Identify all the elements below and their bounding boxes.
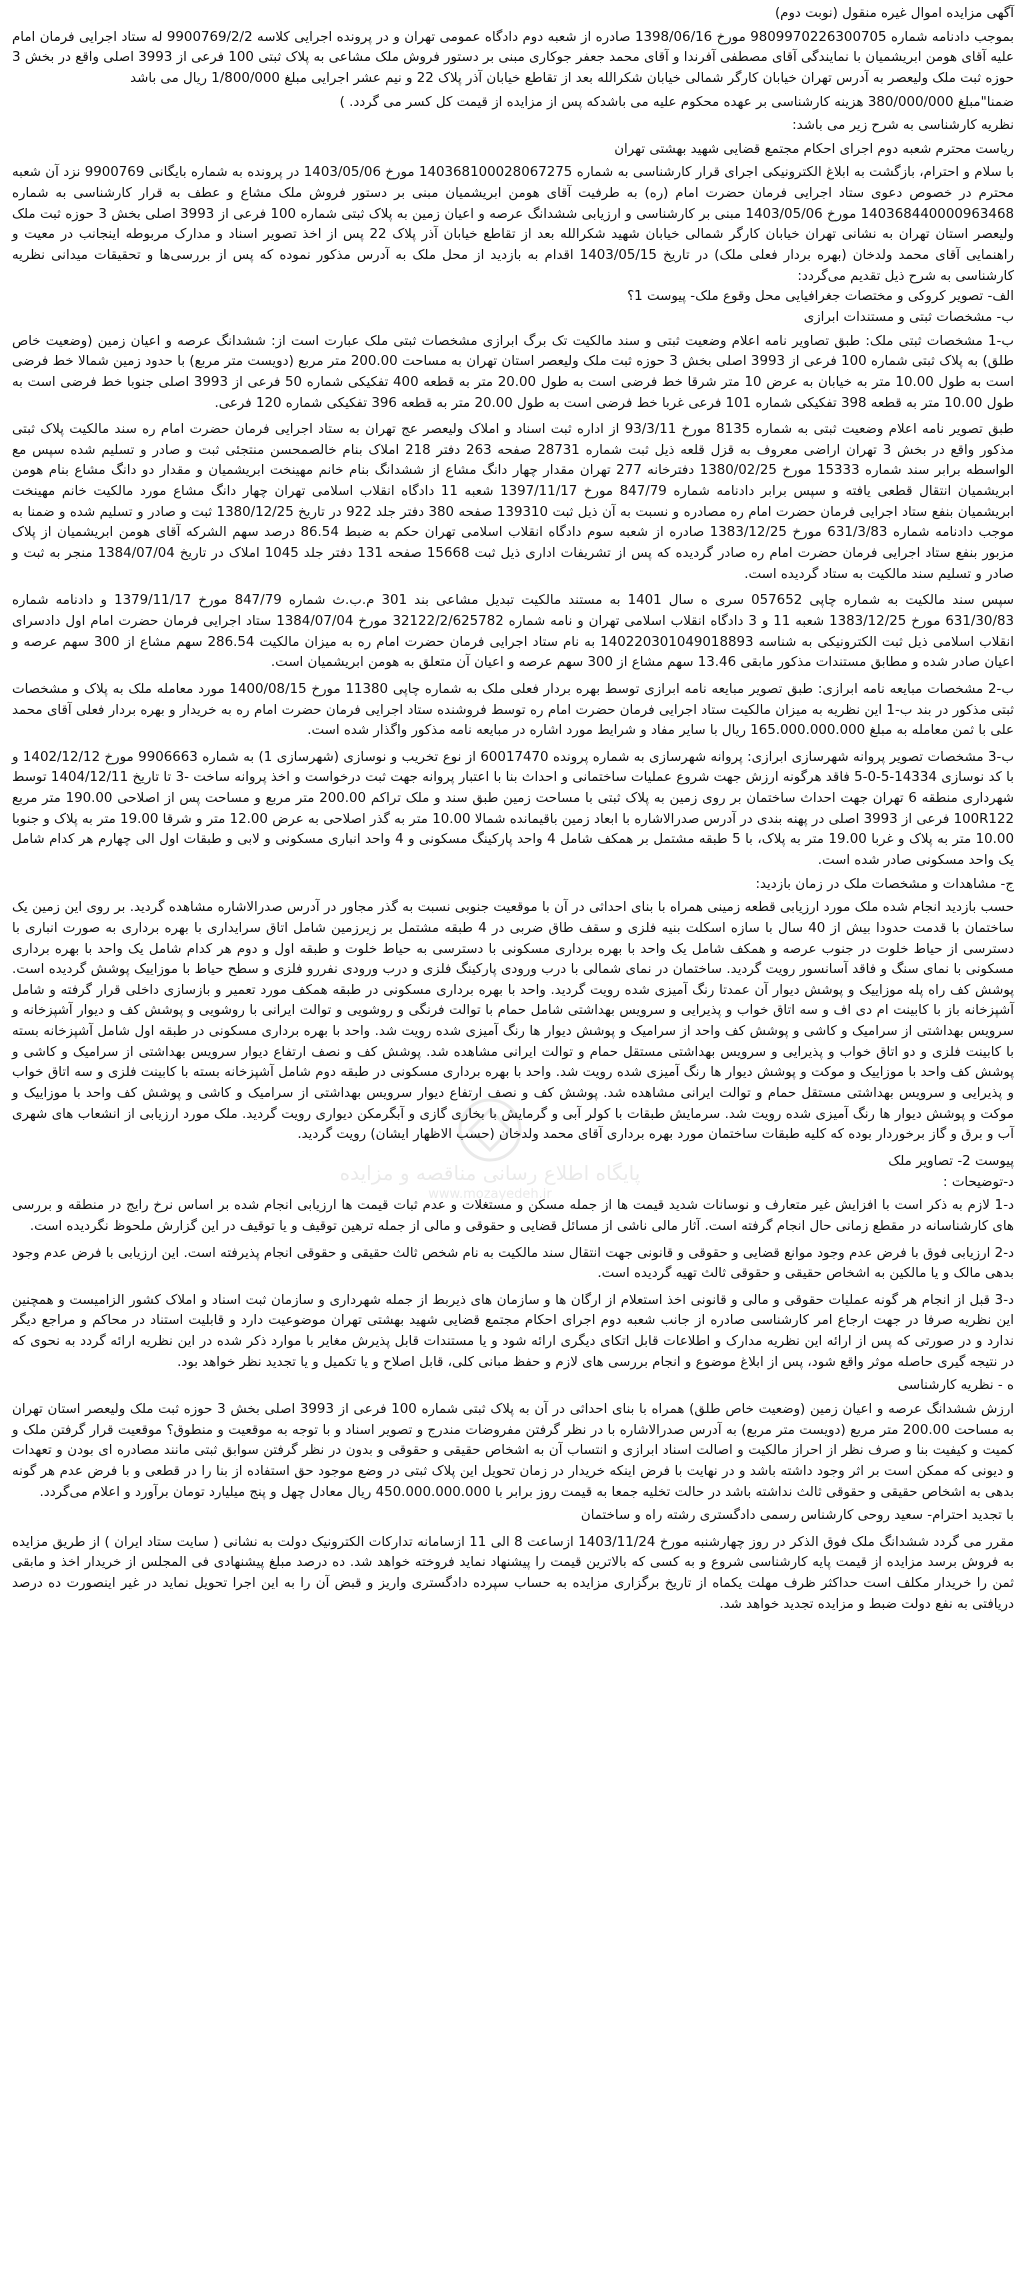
sale-agreement-paragraph: ب-2 مشخصات مبایعه نامه ابرازی: طبق تصویر مبایعه نامه ابرازی توسط بهره بردار فعلی ملک به شماره چاپی 11380 مورخ 1400/08/15 مورد معامله ملک به پلاک و مشخصات ثبتی مذکور در بند ب-1 این نظریه به میزان مالکیت ستاد اجرایی فرمان حضرت امام ره توسط فروشنده ستاد اجرایی فرمان حضرت امام ره به خریدار و بهره بردار فعلی آقای محمد علی با ثمن معامله به مبلغ 165.000.000.000 ریال با سایر مفاد و شرایط مورد اشاره در مبایعه نامه مذکور واگذار شده است. (12, 681, 1014, 739)
registration-details-paragraph: ب-1 مشخصات ثبتی ملک: طبق تصاویر نامه اعلام وضعیت ثبتی و سند مالکیت تک برگ ابرازی مشخصات ثبتی ملک عبارت است از: ششدانگ عرصه و اعیان زمین (وضعیت خاص طلق) به پلاک ثبتی شماره 100 فرعی از 3993 اصلی بخش 3 حوزه ثبت ملک ولیعصر استان تهران به مساحت 200.00 متر مربع (دویست متر مربع) با حدود زمین شمالا خط فرضی است به طول 10.00 متر به خیابان به عرض 10 متر شرقا خط فرضی است به طول 20.00 متر به قطعه 400 تفکیکی شماره 50 فرعی از 3993 اصلی جنوبا خط فرضی است به طول 10.00 متر به قطعه 398 تفکیکی شماره 101 فرعی غربا خط فرضی است به طول 20.00 متر به قطعه 396 تفکیکی شماره 120 فرعی. (12, 333, 1014, 411)
site-inspection-paragraph: حسب بازدید انجام شده ملک مورد ارزیابی قطعه زمینی همراه با بنای احداثی در آن با موقعیت جنوبی نسبت به گذر مجاور در آدرس صدرالاشاره مشاهده گردید. بر روی این زمین یک ساختمان با قدمت حدودا بیش از 40 سال با سازه اسکلت بنیه فلزی و سقف طاق ضربی در 4 طبقه مشتمل بر زیرزمین شامل اتاق سرایداری با بهره برداری به صورت انباری با دسترسی از حیاط خلوت در جنوب عرصه و همکف شامل یک واحد با بهره برداری مسکونی با دسترسی به حیاط خلوت و طبقه اول و دوم هر کدام شامل یک واحد با بهره برداری مسکونی با نمای سنگ و فاقد آسانسور رویت گردید. ساختمان در نمای شمالی با درب ورودی پارکینگ فلزی و درب ورودی نفررو فلزی و سطح حیاط با موزاییک پوشش گردیده است. پوشش کف راه پله موزاییک و پوشش دیوار آن عمدتا رنگ آمیزی شده رویت گردید. واحد با بهره برداری مسکونی در طبقه همکف مورد تعمیر و بازسازی داخلی قرار گرفته و شامل آشپزخانه باز با کابینت ام دی اف و سه اتاق خواب و پذیرایی و سرویس بهداشتی شامل حمام با توالت فرنگی و روشویی و توالت ایرانی با روشویی و پوشش کف و دیوار آشپزخانه و سرویس بهداشتی از سرامیک و کاشی و پوشش کف واحد از سرامیک و پوشش دیوار ها رنگ آمیزی شده رویت شد. واحد با بهره برداری مسکونی در طبقه اول شامل آشپزخانه بسته با کابینت فلزی و دو اتاق خواب و پذیرایی و سرویس بهداشتی مستقل حمام و توالت ایرانی مشاهده شد. پوشش کف و نصف ارتفاع دیوار سرویس بهداشتی از سرامیک و کاشی و پوشش کف واحد با موزاییک و موکت و پوشش دیوار ها رنگ آمیزی شده رویت شد. واحد با بهره برداری مسکونی در طبقه دوم شامل آشپزخانه بسته با کابینت فلزی و سه اتاق خواب و پذیرایی و سرویس بهداشتی مستقل حمام و توالت ایرانی مشاهده شد. پوشش کف و نصف ارتفاع دیوار سرویس بهداشتی از سرامیک و کاشی و پوشش کف واحد با موزاییک و موکت و پوشش دیوار ها رنگ آمیزی شده رویت شد. سرمایش طبقات با کولر آبی و گرمایش با بخاری گازی و آبگرمکن دیواری رویت گردید. ملک مورد ارزیابی از انشعاب های شهری آب و برق و گاز برخوردار بوده که کلیه طبقات ساختمان مورد بهره برداری آقای محمد ولدخان (حسب الاظهار ایشان) رویت گردید. (12, 900, 1014, 1143)
section-alef-heading: الف- تصویر کروکی و مختصات جغرافیایی محل وقوع ملک- پیوست 1؟ (627, 289, 1014, 305)
notice-title: آگهی مزایده اموال غیره منقول (نوبت دوم) (774, 6, 1014, 21)
salutation-body: با سلام و احترام، بازگشت به ابلاغ الکترونیکی اجرای قرار کارشناسی به شماره 140368100028067275 مورخ 1403/05/06 در پرونده به شماره بایگانی 9900769 نزد آن شعبه محترم در خصوص دعوی ستاد اجرایی فرمان حضرت امام (ره) به طرفیت آقای هومن ابریشمیان مبنی بر دستور فروش ملک مشاع و عطف به قرار کارشناسی به شماره 140368440000963468 مورخ 1403/05/06 مبنی بر کارشناسی و ارزیابی ششدانگ عرصه و اعیان زمین به پلاک ثبتی شماره 100 فرعی از 3993 اصلی بخش 3 حوزه ثبت ملک ولیعصر استان تهران به نشانی تهران خیابان کارگر شمالی خیابان شهید شکرالله بعد از تقاطع خیابان آذر پلاک 22 پس از اخذ تصویر اسناد و مدارک مربوطه اینجانب در معیت و راهنمایی آقای محمد ولدخان (بهره بردار فعلی ملک) در تاریخ 1403/05/15 اقدام به بازدید از محل ملک به آدرس مذکور نموده که پس از بررسی‌ها و تحقیقات میدانی نظریه کارشناسی به شرح ذیل تقدیم می‌گردد: (12, 165, 1014, 284)
notice-intro: بموجب دادنامه شماره 9809970226300705 مورخ 1398/06/16 صادره از شعبه دوم دادگاه عمومی تهران و در پرونده اجرایی کلاسه 9900769/2/2 له ستاد اجرایی فرمان امام علیه آقای هومن ابریشمیان با نمایندگی آقای مصطفی آفرندا و آقای محمد جعفر جوکاری مبنی بر دستور فروش ملک مشاعی به پلاک ثبتی 100 فرعی از 3993 اصلی واقع در بخش 3 حوزه ثبت ملک ولیعصر به آدرس تهران خیابان کارگر شمالی خیابان شکرالله بعد از تقاطع خیابان آذر پلاک 22 و نیم عشر اجرایی مبلغ 1/800/000 ریال می باشد (12, 29, 1014, 86)
ownership-history-paragraph: طبق تصویر نامه اعلام وضعیت ثبتی به شماره 8135 مورخ 93/3/11 از اداره ثبت اسناد و املاک ولیعصر عج تهران به ستاد اجرایی فرمان حضرت امام ره سند مالکیت پلاک ثبتی مذکور واقع در بخش 3 تهران اراضی معروف به قزل قلعه ذیل ثبت شماره 28731 صفحه 263 دفتر 218 املاک بنام خالصمحسن منتجئی ثبت و صادر و تسلیم شده سپس مع الواسطه برابر سند شماره 15333 مورخ 1380/02/25 دفترخانه 277 تهران مقدار چهار دانگ مشاع از ششدانگ بنام خانم مهینخت ابریشمیان و مقدار دو دانگ مشاع بنام هومن ابریشمیان انتقال قطعی یافته و سپس برابر دادنامه شماره 847/79 مورخ 1397/11/17 شعبه 11 دادگاه انقلاب اسلامی تهران چهار دانگ مشاع مورد مالکیت خانم مهینخت ابریشمیان بنفع ستاد اجرایی فرمان حضرت امام ره مصادره و نسبت به آن ذیل ثبت 139310 صفحه 380 دفتر جلد 922 در تاریخ 1380/12/25 ثبت و صادر و تسلیم شده و ضمنا به موجب دادنامه شماره 631/3/83 مورخ 1383/12/25 صادره از شعبه سوم دادگاه انقلاب اسلامی تهران حکم به ضبط 86.54 درصد سهم الشرکه آقای هومن ابریشمیان از پلاک مزبور بنفع ستاد اجرایی فرمان حضرت امام ره صادر گردیده که پس از تشریفات اداری ذیل ثبت 15668 صفحه 131 دفتر جلد 1045 املاک در تاریخ 1384/07/04 منجر به ثبت و صادر و تسلیم سند مالکیت به ستاد گردیده است. (12, 422, 1015, 582)
expert-opinion-heading: نظریه کارشناسی به شرح زیر می باشد: (792, 118, 1014, 134)
explanation-1: د-1 لازم به ذکر است با افزایش غیر متعارف و نوسانات شدید قیمت ها از جمله مسکن و مستغلات و عدم ثبات قیمت ها ارزیابی انجام شده بر اساس نرخ رایج در منطقه و بررسی های کارشناسانه در مقطع زمانی حال انجام گرفته است. آثار مالی ناشی از مسائل قضایی و حقوقی و مالی از جمله ترهین توقیف و یا توقیف در این گزارش ملحوظ نگردیده است. (12, 1198, 1014, 1234)
attachment-photos-line: پیوست 2- تصاویر ملک (888, 1153, 1014, 1169)
section-jim-heading: ج- مشاهدات و مشخصات ملک در زمان بازدید: (755, 876, 1014, 892)
closing-signature: با تجدید احترام- سعید روحی کارشناس رسمی دادگستری رشته راه و ساختمان (580, 1508, 1014, 1524)
valuation-paragraph: ارزش ششدانگ عرصه و اعیان زمین (وضعیت خاص طلق) همراه با بنای احداثی در آن به پلاک ثبتی شماره 100 فرعی از 3993 اصلی بخش 3 حوزه ثبت ملک ولیعصر استان تهران به مساحت 200.00 متر مربع (دویست متر مربع) به آدرس صدرالاشاره با در نظر گرفتن مفروضات مندرج و تصویر اسناد و با توجه به موقعیت و منطوق؟ موقعیت قرار گرفتن ملک و کمیت و کیفیت بنا و صرف نظر از احراز مالکیت و اصالت اسناد ابرازی و انتساب آن به اشخاص حقیقی و حقوقی و بدون در نظر گرفتن سوابق ثبتی مانند مصادره ای بودن و تعهدات و دیونی که ممکن است بر اثر وجود داشته باشد و در نهایت با فرض اینکه خریدار در زمان تحویل این پلاک ثبتی در وضع موجود حق استفاده از بنا را در قطعی و با فرض عدم هر گونه بدهی به اشخاص حقیقی و حقوقی ثالث نداشته باشد در حالت تخلیه جمعا به قیمت روز برابر با 450.000.000.000 ریال معادل چهل و پنج میلیارد تومان برآورد و اعلام می‌گردد. (12, 1402, 1015, 1500)
expert-fee-note: ضمنا"مبلغ 380/000/000 هزینه کارشناسی بر عهده محکوم علیه می باشدکه پس از مزایده از قیمت کل کسر می گردد. ) (339, 94, 1014, 110)
section-dal-heading: د-توضیحات : (943, 1174, 1014, 1190)
addressee-line: ریاست محترم شعبه دوم اجرای احکام مجتمع قضایی شهید بهشتی تهران (614, 141, 1014, 157)
building-permit-paragraph: ب-3 مشخصات تصویر پروانه شهرسازی ابرازی: پروانه شهرسازی به شماره پرونده 60017470 از نوع تخریب و نوسازی (شهرسازی 1) به شماره 9906663 مورخ 1402/12/12 و با کد نوسازی 14334-5-0-5 فاقد هرگونه ارزش جهت شروع عملیات ساختمانی و احداث بنا با اعتبار پروانه جهت ثبت درخواست و اخذ پروانه ساخت -3 تا تاریخ 1404/12/11 توسط شهرداری منطقه 6 تهران جهت احداث ساختمان بر روی زمین به پلاک ثبتی با مساحت زمین طبق سند و ملک تراکم 200.00 متر مربع و مساحت پس از اصلاحی 190.00 متر مربع 100R122 فرعی از 3993 اصلی در پهنه بندی در آدرس صدرالاشاره با ابعاد زمین باقیمانده شمالا 10.00 متر به گذر اصلاحی به عرض 12.00 متر و شرقا 19.00 متر به پلاک و جنوبا 10.00 متر به پلاک و غربا 19.00 متر به پلاک، با 5 طبقه مشتمل بر همکف شامل 4 واحد پارکینگ مسکونی و 4 واحد انباری مسکونی و لابی و طبقات اول الی چهارم هر کدام شامل یک واحد مسکونی صادر شده است. (12, 749, 1015, 868)
watermark-text-primary: پایگاه اطلاع رسانی مناقصه و مزایده (339, 1161, 641, 1185)
explanation-3: د-3 قبل از انجام هر گونه عملیات حقوقی و مالی و قانونی اخذ استعلام از ارگان ها و سازمان های ذیربط از جمله شهرداری و سازمان ثبت اسناد و املاک کشور الزامیست و همچنین این نظریه صرفا در جهت ارجاع امر کارشناسی صادره از جانب شعبه دوم اجرای احکام مجتمع قضایی شهید بهشتی تهران موضوعیت دارد و قابلیت استناد در محاکم و مراجع دیگر ندارد و در صورتی که پس از ارائه این نظریه مدارک و اطلاعات قابل اتکای دیگری ارائه شود و یا مستندات قابل پذیرش مغایر با موارد ذکر شده در این نظریه ارائه گردد به نحوی که در نتیجه گیری حاصله موثر واقع شود، پس از ابلاغ موضوع و انجام بررسی های لازم و حفظ مبانی کلی، قابل اصلاح و یا تکمیل و یا تجدید نظر خواهد بود. (12, 1292, 1014, 1370)
section-be-heading: ب- مشخصات ثبتی و مستندات ابرازی (803, 309, 1014, 325)
deed-details-paragraph: سپس سند مالکیت به شماره چاپی 057652 سری ه سال 1401 به مستند مالکیت تبدیل مشاعی بند 301 م.ب.ث شماره 847/79 مورخ 1379/11/17 و دادنامه شماره 631/30/83 مورخ 1383/12/25 شعبه 11 و 3 دادگاه انقلاب اسلامی تهران و نامه شماره 32122/2/625782 مورخ 1384/07/04 ستاد اجرایی فرمان حضرت امام اول دادسرای انقلاب اسلامی ذیل ثبت الکترونیکی به شناسه 140220301049018893 به نام ستاد اجرایی فرمان حضرت امام ره به میزان مالکیت 286.54 سهم مشاع از 300 سهم عرصه و اعیان صادر شده و مطابق مستندات مذکور مابقی 13.46 سهم مشاع از 300 سهم عرصه و اعیان آن متعلق به هومن ابریشمیان است. (12, 593, 1015, 671)
explanation-2: د-2 ارزیابی فوق با فرض عدم وجود موانع قضایی و حقوقی و قانونی جهت انتقال سند مالکیت به نام شخص ثالث حقیقی و حقوقی انجام پذیرفته است. این ارزیابی با فرض عدم وجود بدهی مالک و یا مالکین به اشخاص حقیقی و حقوقی ثالث تهیه گردیده است. (12, 1245, 1014, 1282)
section-he-heading: ه - نظریه کارشناسی (897, 1378, 1014, 1394)
watermark-text-url: www.mozayedeh.ir (428, 1187, 552, 1200)
auction-terms-paragraph: مقرر می گردد ششدانگ ملک فوق الذکر در روز چهارشنبه مورخ 1403/11/24 ازساعت 8 الی 11 ازسامانه تدارکات الکترونیک دولت به نشانی ( سایت ستاد ایران ) از طریق مزایده به فروش برسد مزایده از قیمت پایه کارشناسی شروع و به کسی که بالاترین قیمت را پیشنهاد نماید فروخته خواهد شد. ده درصد مبلغ پیشنهادی فی المجلس از خریدار اخذ و مابقی ثمن را خریدار مکلف است حداکثر ظرف مهلت یکماه از تاریخ برگزاری مزایده به حساب سپرده دادگستری واریز و قبض آن را به این اجرا تحویل نماید در غیر اینصورت ده درصد دریافتی به نفع دولت ضبط و مزایده تجدید خواهد شد. (12, 1534, 1015, 1612)
notice-content (12, 4, 1014, 1615)
